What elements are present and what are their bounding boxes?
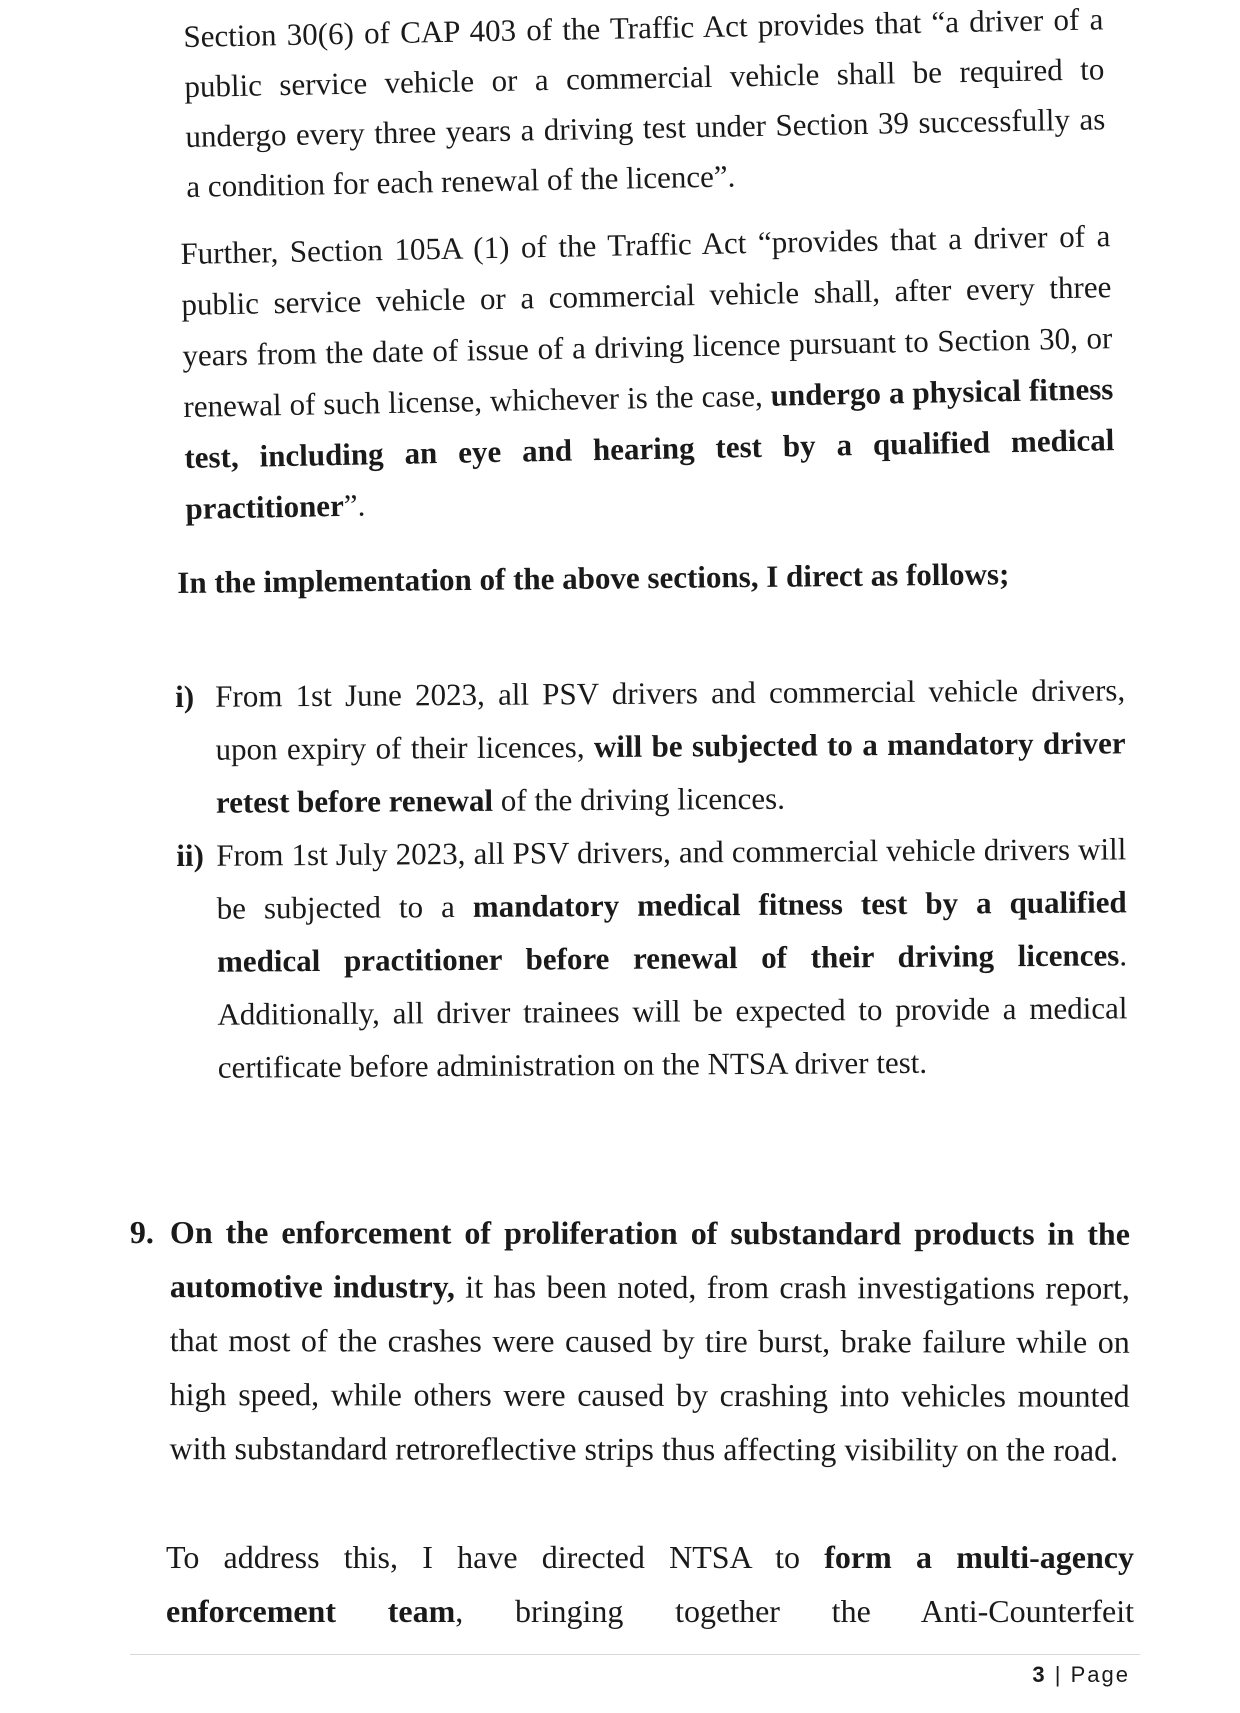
list-marker: ii) [176, 837, 204, 873]
paragraph-text-end: ”. [343, 487, 366, 523]
list-item-text-start: From 1st July 2023, all PSV drivers, and commercial vehicle drivers will be subjected to a [216, 831, 1127, 926]
list-item-2 [176, 822, 1128, 1094]
page-number: 3 [1032, 1662, 1047, 1687]
list-item-body [216, 822, 1128, 1093]
paragraph-section-105a [180, 210, 1116, 534]
page-label: Page [1070, 1662, 1130, 1687]
directive-text: In the implementation of the above sections, I direct as follows; [177, 556, 1010, 600]
section-9 [130, 1205, 1130, 1477]
section-9-text: it has been noted, from crash investigations report, that most of the crashes were caused by tire burst, brake failure while on high speed, while others were caused by crashing into vehicles mounted with substandard retroreflective strips thus affecting visibility on the road. [169, 1268, 1130, 1468]
section-number: 9. [129, 1214, 154, 1251]
paragraph-text-start: Further, Section 105A (1) of the Traffic Act “provides that a driver of a public service vehicle or a commercial vehicle shall, after every three years from the date of issue of a driving licence pursuant to Section 30, or renewal of such license, whichever is the case, [180, 218, 1113, 424]
list-item-text-end: of the driving licences. [492, 780, 786, 818]
paragraph-text: Section 30(6) of CAP 403 of the Traffic Act provides that “a driver of a public service vehicle or a commercial vehicle shall be required to undergo every three years a driving test under Section 39 successfully as a condition for each renewal of the licence”. [183, 1, 1106, 204]
paragraph-section-30-6 [183, 0, 1107, 212]
paragraph-text-end: , bringing together the Anti-Counterfeit [455, 1593, 1134, 1629]
page-footer [1032, 1662, 1130, 1688]
list-marker: i) [175, 678, 195, 714]
section-9-bold-heading: On the enforcement of proliferation of substandard products in the automotive industry, [169, 1214, 1130, 1305]
list-item-text-start: From 1st June 2023, all PSV drivers and commercial vehicle drivers, upon expiry of their licences, [215, 672, 1126, 767]
list-item-bold-text: mandatory medical fitness test by a qualified medical practitioner before renewal of their driving licences [216, 884, 1127, 979]
paragraph-bold-text: form a multi-agency enforcement team [166, 1539, 1134, 1629]
directive-list [175, 663, 1128, 1094]
list-item-text-end: . Additionally, all driver trainees will be expected to provide a medical certificate before administration on the NTSA driver test. [217, 937, 1128, 1085]
section-9-body [170, 1205, 1130, 1477]
paragraph-text-start: To address this, I have directed NTSA to [166, 1539, 825, 1575]
paragraph-bold-text: undergo a physical fitness test, including an eye and hearing test by a qualified medical practitioner [184, 371, 1115, 526]
list-item-bold-text: will be subjected to a mandatory driver retest before renewal [215, 725, 1126, 820]
implementation-directive-heading [177, 545, 1113, 610]
list-item-body [215, 663, 1126, 828]
paragraph-multi-agency [166, 1530, 1134, 1638]
footer-divider [130, 1654, 1140, 1655]
list-item-1 [175, 663, 1126, 829]
footer-separator: | [1054, 1662, 1063, 1687]
